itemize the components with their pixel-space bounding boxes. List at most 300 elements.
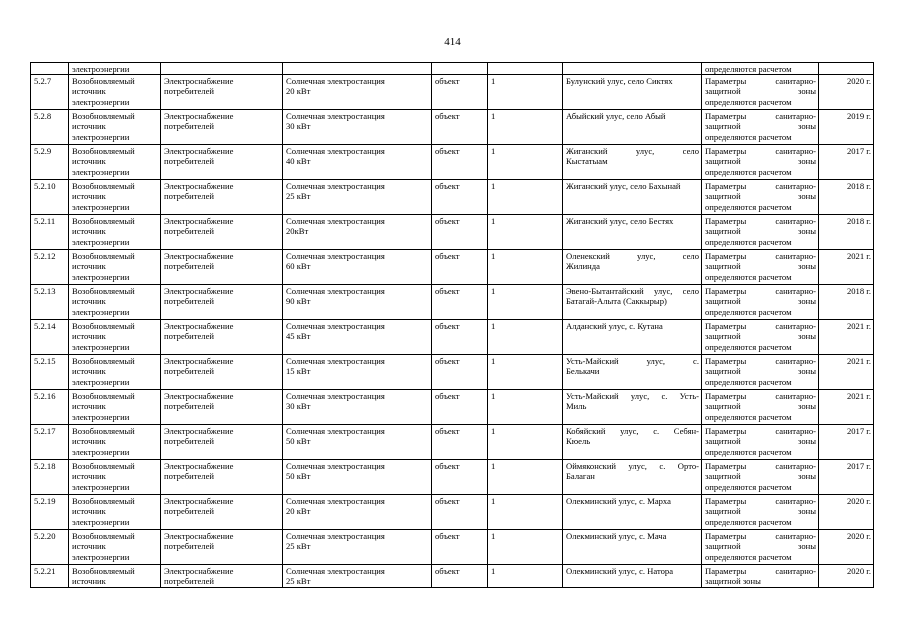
- cell-line: Возобновляемый: [72, 391, 135, 402]
- cell-type: [69, 425, 161, 460]
- cell-location: [563, 320, 702, 355]
- cell-line: источник: [72, 471, 106, 482]
- cell-line: Параметры санитарно-: [705, 146, 816, 157]
- cell-line: Параметры санитарно-: [705, 531, 816, 542]
- cell-purpose: [161, 355, 283, 390]
- cell-line: Параметры санитарно-: [705, 111, 816, 122]
- cell-line: защитной зоны: [705, 261, 816, 272]
- cell-line: Параметры санитарно-: [705, 496, 816, 507]
- cell-line: Абыйский улус, село Абый: [566, 111, 666, 122]
- cell-line: Электроснабжение: [164, 146, 234, 157]
- cell-number: 5.2.14: [31, 320, 69, 355]
- cell-zone: [702, 250, 819, 285]
- cell-location: [563, 390, 702, 425]
- cell-quantity: 1: [488, 320, 563, 355]
- cell-line: защитной зоны: [705, 506, 816, 517]
- cell-quantity: 1: [488, 215, 563, 250]
- cell-location: [563, 460, 702, 495]
- cell-line: Эвено-Бытантайский улус, село: [566, 286, 699, 297]
- cell-location: [563, 495, 702, 530]
- cell-line: 30 кВт: [286, 401, 311, 412]
- cell-purpose: [161, 460, 283, 495]
- table-row: [31, 320, 874, 355]
- cell-line: 60 кВт: [286, 261, 311, 272]
- cell-line: Солнечная электростанция: [286, 146, 385, 157]
- cell-year: [819, 63, 874, 75]
- table-row: [31, 110, 874, 145]
- cell-line: электроэнергии: [72, 306, 130, 317]
- table-row: [31, 145, 874, 180]
- cell-quantity: 1: [488, 355, 563, 390]
- cell-type: [69, 390, 161, 425]
- table-row: [31, 355, 874, 390]
- cell-purpose: [161, 110, 283, 145]
- cell-unit: [432, 63, 488, 75]
- cell-zone: [702, 320, 819, 355]
- cell-type: [69, 285, 161, 320]
- cell-line: источник: [72, 86, 106, 97]
- cell-line: Возобновляемый: [72, 181, 135, 192]
- cell-line: Электроснабжение: [164, 321, 234, 332]
- cell-line: Электроснабжение: [164, 461, 234, 472]
- cell-line: Параметры санитарно-: [705, 286, 816, 297]
- cell-line: Солнечная электростанция: [286, 181, 385, 192]
- cell-line: защитной зоны: [705, 331, 816, 342]
- cell-location: [563, 75, 702, 110]
- cell-line: Солнечная электростанция: [286, 356, 385, 367]
- cell-line: Кобяйский улус, с. Себян-: [566, 426, 699, 437]
- cell-line: защитной зоны: [705, 401, 816, 412]
- cell-line: защитной зоны: [705, 576, 761, 587]
- cell-line: Миль: [566, 401, 587, 412]
- cell-line: источник: [72, 191, 106, 202]
- cell-line: 40 кВт: [286, 156, 311, 167]
- cell-line: источник: [72, 506, 106, 517]
- cell-line: источник: [72, 261, 106, 272]
- cell-line: защитной зоны: [705, 156, 816, 167]
- cell-quantity: 1: [488, 145, 563, 180]
- cell-unit: объект: [432, 495, 488, 530]
- cell-line: Электроснабжение: [164, 531, 234, 542]
- cell-line: Возобновляемый: [72, 321, 135, 332]
- cell-year: 2021 г.: [819, 250, 874, 285]
- cell-quantity: 1: [488, 495, 563, 530]
- cell-unit: объект: [432, 320, 488, 355]
- cell-type: [69, 355, 161, 390]
- cell-line: защитной зоны: [705, 86, 816, 97]
- cell-line: источник: [72, 121, 106, 132]
- cell-location: [563, 180, 702, 215]
- cell-line: определяются расчетом: [705, 411, 792, 422]
- cell-line: Возобновляемый: [72, 76, 135, 87]
- cell-zone: [702, 530, 819, 565]
- cell-line: электроэнергии: [72, 481, 130, 492]
- cell-quantity: 1: [488, 530, 563, 565]
- cell-location: [563, 425, 702, 460]
- cell-line: 20 кВт: [286, 86, 311, 97]
- cell-location: [563, 63, 702, 75]
- cell-line: источник: [72, 576, 106, 587]
- cell-number: 5.2.13: [31, 285, 69, 320]
- cell-name: [283, 250, 432, 285]
- cell-number: [31, 63, 69, 75]
- cell-zone: [702, 425, 819, 460]
- cell-number: 5.2.21: [31, 565, 69, 587]
- cell-name: [283, 425, 432, 460]
- cell-line: Возобновляемый: [72, 146, 135, 157]
- cell-line: Солнечная электростанция: [286, 531, 385, 542]
- cell-line: потребителей: [164, 121, 214, 132]
- cell-unit: объект: [432, 390, 488, 425]
- cell-line: защитной зоны: [705, 121, 816, 132]
- cell-name: [283, 215, 432, 250]
- cell-name: [283, 320, 432, 355]
- cell-year: 2021 г.: [819, 390, 874, 425]
- cell-unit: объект: [432, 110, 488, 145]
- cell-type: [69, 75, 161, 110]
- cell-line: 25 кВт: [286, 191, 311, 202]
- cell-quantity: 1: [488, 110, 563, 145]
- table-row: [31, 460, 874, 495]
- cell-line: Возобновляемый: [72, 566, 135, 577]
- cell-line: Усть-Майский улус, с.: [566, 356, 699, 367]
- cell-unit: объект: [432, 565, 488, 587]
- cell-line: Булунский улус, село Сиктях: [566, 76, 673, 87]
- cell-line: 20 кВт: [286, 506, 311, 517]
- cell-year: 2018 г.: [819, 180, 874, 215]
- cell-purpose: [161, 145, 283, 180]
- cell-type: [69, 460, 161, 495]
- cell-zone: [702, 355, 819, 390]
- cell-line: Солнечная электростанция: [286, 321, 385, 332]
- cell-line: Параметры санитарно-: [705, 391, 816, 402]
- cell-line: электроэнергии: [72, 96, 130, 107]
- cell-location: [563, 110, 702, 145]
- cell-line: Оймяконский улус, с. Орто-: [566, 461, 699, 472]
- cell-unit: объект: [432, 355, 488, 390]
- cell-type: [69, 110, 161, 145]
- cell-line: определяются расчетом: [705, 481, 792, 492]
- table-row: [31, 390, 874, 425]
- cell-unit: объект: [432, 425, 488, 460]
- cell-line: определяются расчетом: [705, 236, 792, 247]
- cell-line: Солнечная электростанция: [286, 251, 385, 262]
- cell-purpose: [161, 285, 283, 320]
- cell-line: Параметры санитарно-: [705, 461, 816, 472]
- cell-line: электроэнергии: [72, 271, 130, 282]
- cell-zone: [702, 63, 819, 75]
- cell-type: [69, 530, 161, 565]
- cell-line: 20кВт: [286, 226, 309, 237]
- cell-line: источник: [72, 541, 106, 552]
- cell-type: [69, 320, 161, 355]
- cell-purpose: [161, 390, 283, 425]
- cell-purpose: [161, 320, 283, 355]
- cell-purpose: [161, 250, 283, 285]
- cell-location: [563, 530, 702, 565]
- cell-purpose: [161, 63, 283, 75]
- cell-name: [283, 460, 432, 495]
- cell-zone: [702, 460, 819, 495]
- cell-line: Жиганский улус, село: [566, 146, 699, 157]
- cell-line: Возобновляемый: [72, 251, 135, 262]
- cell-purpose: [161, 75, 283, 110]
- cell-line: Возобновляемый: [72, 286, 135, 297]
- cell-year: 2017 г.: [819, 460, 874, 495]
- cell-line: Параметры санитарно-: [705, 216, 816, 227]
- cell-line: Электроснабжение: [164, 111, 234, 122]
- cell-line: электроэнергии: [72, 166, 130, 177]
- cell-line: определяются расчетом: [705, 96, 792, 107]
- cell-line: Солнечная электростанция: [286, 426, 385, 437]
- continuation-row: [31, 63, 874, 75]
- table-row: [31, 180, 874, 215]
- cell-line: Кыстатыам: [566, 156, 608, 167]
- cell-year: 2017 г.: [819, 145, 874, 180]
- cell-line: 90 кВт: [286, 296, 311, 307]
- cell-line: потребителей: [164, 226, 214, 237]
- cell-line: Возобновляемый: [72, 216, 135, 227]
- cell-line: Олекминский улус, с. Натора: [566, 566, 674, 577]
- cell-type: [69, 180, 161, 215]
- cell-line: потребителей: [164, 436, 214, 447]
- cell-purpose: [161, 530, 283, 565]
- cell-quantity: 1: [488, 75, 563, 110]
- cell-line: электроэнергии: [72, 201, 130, 212]
- cell-line: защитной зоны: [705, 296, 816, 307]
- cell-year: 2020 г.: [819, 75, 874, 110]
- cell-location: [563, 215, 702, 250]
- cell-number: 5.2.15: [31, 355, 69, 390]
- cell-line: Электроснабжение: [164, 391, 234, 402]
- cell-zone: [702, 390, 819, 425]
- cell-quantity: 1: [488, 250, 563, 285]
- cell-line: источник: [72, 331, 106, 342]
- cell-year: 2020 г.: [819, 565, 874, 587]
- cell-line: защитной зоны: [705, 541, 816, 552]
- cell-line: Солнечная электростанция: [286, 286, 385, 297]
- cell-line: Параметры санитарно-: [705, 566, 816, 577]
- cell-line: потребителей: [164, 366, 214, 377]
- cell-year: 2021 г.: [819, 355, 874, 390]
- cell-line: Алданский улус, с. Кутана: [566, 321, 663, 332]
- cell-line: определяются расчетом: [705, 131, 792, 142]
- cell-quantity: 1: [488, 565, 563, 587]
- cell-number: 5.2.18: [31, 460, 69, 495]
- cell-year: 2020 г.: [819, 495, 874, 530]
- cell-line: 25 кВт: [286, 541, 311, 552]
- table-row: [31, 530, 874, 565]
- cell-name: [283, 180, 432, 215]
- cell-line: источник: [72, 401, 106, 412]
- cell-line: Электроснабжение: [164, 216, 234, 227]
- cell-line: 25 кВт: [286, 576, 311, 587]
- cell-year: 2020 г.: [819, 530, 874, 565]
- cell-unit: объект: [432, 530, 488, 565]
- cell-line: Оленекский улус, село: [566, 251, 699, 262]
- cell-number: 5.2.11: [31, 215, 69, 250]
- cell-number: 5.2.19: [31, 495, 69, 530]
- cell-name: [283, 390, 432, 425]
- cell-line: Электроснабжение: [164, 566, 234, 577]
- cell-type: [69, 63, 161, 75]
- cell-quantity: 1: [488, 425, 563, 460]
- cell-line: определяются расчетом: [705, 551, 792, 562]
- cell-line: 50 кВт: [286, 436, 311, 447]
- cell-line: потребителей: [164, 156, 214, 167]
- cell-line: Жиганский улус, село Бахынай: [566, 181, 681, 192]
- cell-line: защитной зоны: [705, 226, 816, 237]
- cell-type: [69, 250, 161, 285]
- cell-line: определяются расчетом: [705, 271, 792, 282]
- cell-quantity: [488, 63, 563, 75]
- cell-line: определяются расчетом: [705, 201, 792, 212]
- cell-zone: [702, 565, 819, 587]
- cell-name: [283, 355, 432, 390]
- cell-line: потребителей: [164, 576, 214, 587]
- table-row: [31, 250, 874, 285]
- cell-line: электроэнергии: [72, 64, 130, 74]
- page-number: 414: [444, 36, 461, 48]
- cell-line: электроэнергии: [72, 411, 130, 422]
- cell-line: Белькачи: [566, 366, 600, 377]
- cell-line: Электроснабжение: [164, 251, 234, 262]
- cell-quantity: 1: [488, 180, 563, 215]
- cell-number: 5.2.20: [31, 530, 69, 565]
- cell-line: Электроснабжение: [164, 356, 234, 367]
- cell-line: Жиганский улус, село Бестях: [566, 216, 674, 227]
- cell-line: источник: [72, 226, 106, 237]
- cell-line: потребителей: [164, 506, 214, 517]
- cell-line: потребителей: [164, 261, 214, 272]
- cell-year: 2021 г.: [819, 320, 874, 355]
- cell-line: Параметры санитарно-: [705, 321, 816, 332]
- cell-line: Электроснабжение: [164, 496, 234, 507]
- cell-line: Олекминский улус, с. Мача: [566, 531, 667, 542]
- cell-unit: объект: [432, 215, 488, 250]
- cell-zone: [702, 110, 819, 145]
- cell-line: Возобновляемый: [72, 461, 135, 472]
- cell-line: электроэнергии: [72, 446, 130, 457]
- cell-line: Солнечная электростанция: [286, 391, 385, 402]
- cell-unit: объект: [432, 460, 488, 495]
- cell-line: Возобновляемый: [72, 496, 135, 507]
- cell-line: Электроснабжение: [164, 426, 234, 437]
- cell-unit: объект: [432, 285, 488, 320]
- cell-type: [69, 215, 161, 250]
- cell-purpose: [161, 565, 283, 587]
- cell-line: Солнечная электростанция: [286, 216, 385, 227]
- cell-line: потребителей: [164, 401, 214, 412]
- cell-line: источник: [72, 436, 106, 447]
- cell-line: Возобновляемый: [72, 426, 135, 437]
- cell-unit: объект: [432, 145, 488, 180]
- cell-name: [283, 565, 432, 587]
- cell-line: определяются расчетом: [705, 341, 792, 352]
- cell-line: 15 кВт: [286, 366, 311, 377]
- cell-line: Параметры санитарно-: [705, 426, 816, 437]
- cell-year: 2017 г.: [819, 425, 874, 460]
- cell-line: Электроснабжение: [164, 76, 234, 87]
- cell-location: [563, 565, 702, 587]
- cell-number: 5.2.7: [31, 75, 69, 110]
- cell-location: [563, 355, 702, 390]
- cell-number: 5.2.9: [31, 145, 69, 180]
- cell-year: 2018 г.: [819, 285, 874, 320]
- cell-line: электроэнергии: [72, 516, 130, 527]
- cell-line: определяются расчетом: [705, 446, 792, 457]
- cell-type: [69, 145, 161, 180]
- cell-type: [69, 565, 161, 587]
- cell-unit: объект: [432, 250, 488, 285]
- table-body: [31, 63, 874, 588]
- cell-line: источник: [72, 156, 106, 167]
- cell-line: Электроснабжение: [164, 181, 234, 192]
- cell-line: определяются расчетом: [705, 166, 792, 177]
- cell-number: 5.2.12: [31, 250, 69, 285]
- cell-line: защитной зоны: [705, 471, 816, 482]
- cell-line: Солнечная электростанция: [286, 566, 385, 577]
- cell-zone: [702, 180, 819, 215]
- cell-line: Параметры санитарно-: [705, 76, 816, 87]
- cell-quantity: 1: [488, 285, 563, 320]
- cell-line: Усть-Майский улус, с. Усть-: [566, 391, 699, 402]
- table-row: [31, 565, 874, 587]
- cell-purpose: [161, 180, 283, 215]
- cell-line: электроэнергии: [72, 376, 130, 387]
- document-table-wrapper: [30, 62, 874, 588]
- cell-line: Солнечная электростанция: [286, 461, 385, 472]
- cell-purpose: [161, 425, 283, 460]
- table-row: [31, 215, 874, 250]
- cell-line: защитной зоны: [705, 191, 816, 202]
- facility-table: [30, 62, 874, 588]
- cell-line: электроэнергии: [72, 551, 130, 562]
- cell-number: 5.2.8: [31, 110, 69, 145]
- cell-line: Солнечная электростанция: [286, 76, 385, 87]
- cell-line: источник: [72, 296, 106, 307]
- cell-line: источник: [72, 366, 106, 377]
- cell-number: 5.2.17: [31, 425, 69, 460]
- cell-line: Возобновляемый: [72, 531, 135, 542]
- cell-line: электроэнергии: [72, 341, 130, 352]
- cell-zone: [702, 285, 819, 320]
- cell-name: [283, 530, 432, 565]
- cell-line: Параметры санитарно-: [705, 181, 816, 192]
- cell-quantity: 1: [488, 390, 563, 425]
- cell-name: [283, 63, 432, 75]
- cell-line: Параметры санитарно-: [705, 356, 816, 367]
- cell-name: [283, 75, 432, 110]
- cell-line: защитной зоны: [705, 366, 816, 377]
- cell-number: 5.2.16: [31, 390, 69, 425]
- cell-line: определяются расчетом: [705, 306, 792, 317]
- cell-name: [283, 495, 432, 530]
- cell-zone: [702, 495, 819, 530]
- cell-year: 2018 г.: [819, 215, 874, 250]
- cell-line: определяются расчетом: [705, 516, 792, 527]
- cell-line: защитной зоны: [705, 436, 816, 447]
- cell-type: [69, 495, 161, 530]
- cell-purpose: [161, 495, 283, 530]
- cell-line: Параметры санитарно-: [705, 251, 816, 262]
- cell-line: определяются расчетом: [705, 376, 792, 387]
- cell-number: 5.2.10: [31, 180, 69, 215]
- cell-zone: [702, 215, 819, 250]
- cell-line: определяются расчетом: [705, 64, 792, 74]
- cell-line: 50 кВт: [286, 471, 311, 482]
- cell-line: Солнечная электростанция: [286, 496, 385, 507]
